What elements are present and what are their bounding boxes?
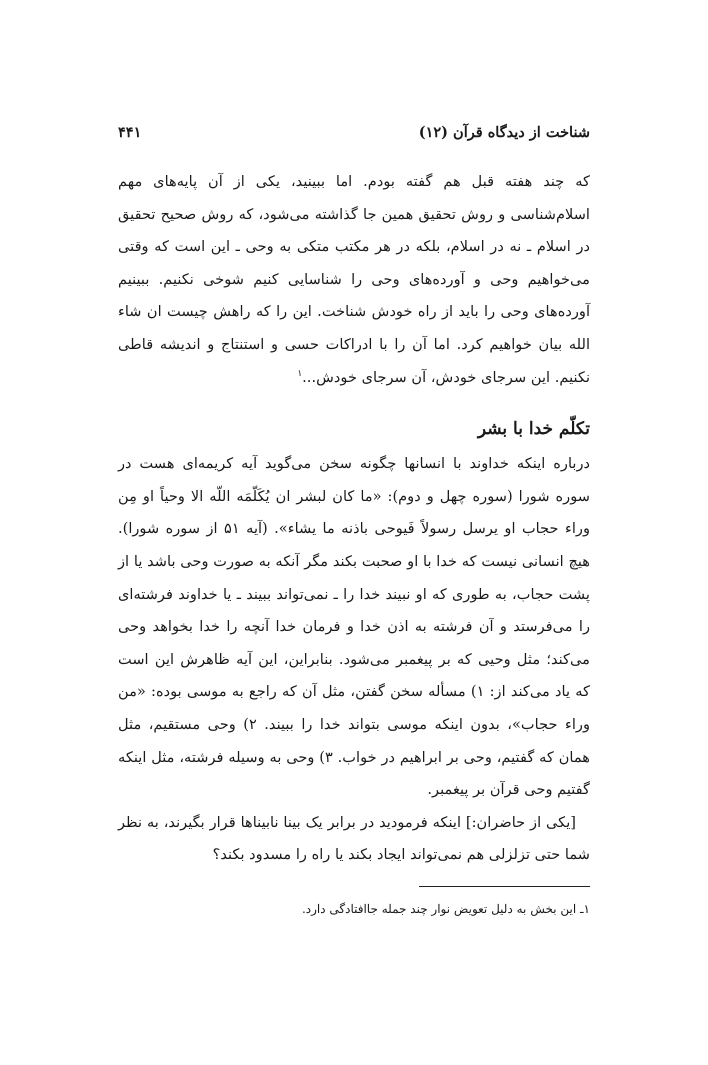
section-heading: تکلّم خدا با بشر [477, 419, 590, 440]
paragraph-1 [118, 166, 590, 394]
paragraph-3: [یکی از حاضران:] اینکه فرمودید در برابر یک بینا نابیناها قرار بگیرند، به نظر شما حتی تزلزلی هم نمی‌تواند ایجاد بکند یا راه را مسدود بکند؟ [118, 813, 590, 864]
footnote: ۱ـ این بخش به دلیل تعویض نوار چند جمله جاافتادگی دارد. [301, 902, 590, 916]
running-header [118, 120, 590, 144]
running-title: شناخت از دیدگاه قرآن (۱۲) [418, 123, 590, 141]
footnote-separator [419, 886, 590, 887]
footnote-reference: ۱ [297, 368, 303, 379]
paragraph-2: درباره اینکه خداوند با انسانها چگونه سخن می‌گوید آیه کریمه‌ای هست در سوره شورا (سوره چهل و دوم): «ما کان لبشر ان یُکَلّمَه اللّه الا وحیاً او مِن وراء حجاب او یرسل رسولاً فَیوحی باذنه ما یشاء». (آیه ۵۱ از سوره شورا). هیچ انسانی نیست که خدا با او صحبت بکند مگر آنکه به صورت وحی باشد یا از پشت حجاب، به طوری که او نبیند خدا را ـ نمی‌تواند ببیند ـ یا خداوند فرشته‌ای را می‌فرستد و آن فرشته به اذن خدا و فرمان خدا آنچه را خدا بخواهد وحی می‌کند؛ مثل وحیی که بر پیغمبر می‌شود. بنابراین، این آیه ظاهرش این است که یاد می‌کند از: ۱) مسأله سخن گفتن، مثل آن که راجع به موسی بوده: «من وراء حجاب»، بدون اینکه موسی بتواند خدا را ببیند. ۲) وحی مستقیم، مثل همان که گفتیم، وحی بر ابراهیم در خواب. ۳) وحی به وسیله فرشته، مثل اینکه گفتیم وحی قرآن بر پیغمبر. [118, 455, 590, 799]
main-text [118, 166, 590, 872]
paragraph-1-text: که چند هفته قبل هم گفته بودم. اما ببینید، یکی از آن پایه‌های مهم اسلام‌شناسی و روش تحقیق همین جا گذاشته می‌شود، که روش صحیح تحقیق در اسلام ـ نه در اسلام، بلکه در هر مکتب متکی به وحی ـ این است که وقتی می‌خواهیم وحی و آورده‌های وحی را شناسایی کنیم شوخی نکنیم. ببینیم آورده‌های وحی را باید از راه خودش شناخت. این را که راهش چیست ان شاء الله بیان خواهیم کرد. اما آن را با ادراکات حسی و استنتاج و اندیشه قاطی نکنیم. این سرجای خودش، آن سرجای خودش... [118, 173, 590, 386]
page-number: ۴۴۱ [118, 123, 142, 141]
